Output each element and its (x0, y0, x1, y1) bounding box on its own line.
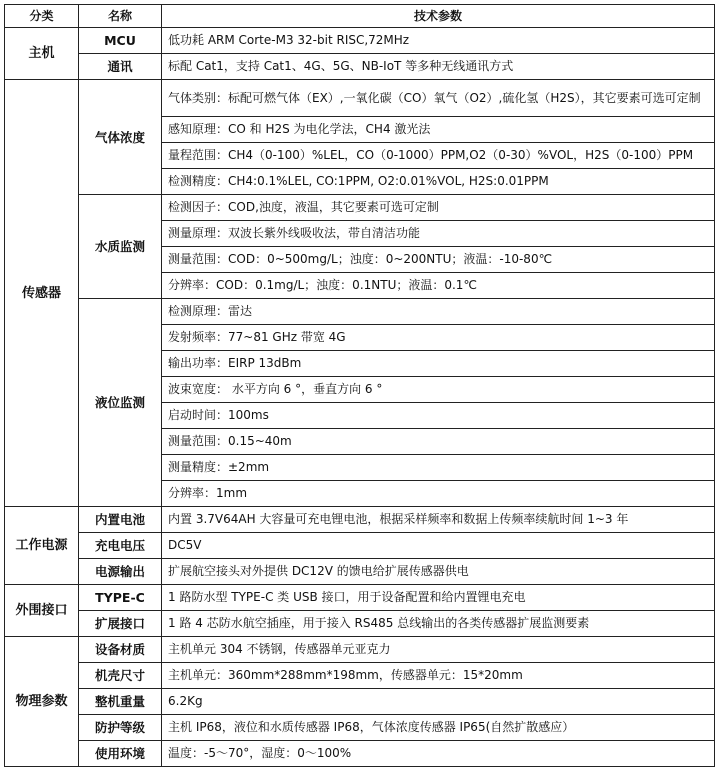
param-value-cell: 测量范围：0.15~40m (162, 429, 715, 455)
header-name: 名称 (79, 5, 162, 28)
category-cell: 传感器 (5, 80, 79, 507)
param-value-cell: 测量原理：双波长紫外线吸收法，带自清洁功能 (162, 221, 715, 247)
param-value-cell: 输出功率：EIRP 13dBm (162, 351, 715, 377)
table-row (5, 299, 715, 325)
table-row (5, 689, 715, 715)
param-value-cell: 1 路 4 芯防水航空插座，用于接入 RS485 总线输出的各类传感器扩展监测要素 (162, 611, 715, 637)
param-value-cell: 主机 IP68，液位和水质传感器 IP68，气体浓度传感器 IP65(自然扩散感应） (162, 715, 715, 741)
param-value-cell: 温度：-5～70°，湿度：0～100% (162, 741, 715, 767)
item-name-cell: 机壳尺寸 (79, 663, 162, 689)
item-name-cell: MCU (79, 28, 162, 54)
param-value-cell: 低功耗 ARM Corte-M3 32-bit RISC,72MHz (162, 28, 715, 54)
param-value-cell: 主机单元 304 不锈钢，传感器单元亚克力 (162, 637, 715, 663)
table-row (5, 611, 715, 637)
param-value-cell: 检测因子：COD,浊度，液温，其它要素可选可定制 (162, 195, 715, 221)
table-row (5, 54, 715, 80)
item-name-cell: 使用环境 (79, 741, 162, 767)
param-value-cell: 6.2Kg (162, 689, 715, 715)
table-row (5, 195, 715, 221)
spec-table (4, 4, 715, 767)
category-cell: 主机 (5, 28, 79, 80)
category-cell: 外围接口 (5, 585, 79, 637)
param-value-cell: 感知原理：CO 和 H2S 为电化学法，CH4 激光法 (162, 117, 715, 143)
param-value-cell: 1 路防水型 TYPE-C 类 USB 接口，用于设备配置和给内置锂电充电 (162, 585, 715, 611)
param-value-cell: 扩展航空接头对外提供 DC12V 的馈电给扩展传感器供电 (162, 559, 715, 585)
spec-sheet (4, 4, 715, 767)
table-row (5, 741, 715, 767)
param-value-cell: 检测精度：CH4:0.1%LEL, CO:1PPM, O2:0.01%VOL, H2S:0.01PPM (162, 169, 715, 195)
item-name-cell: 内置电池 (79, 507, 162, 533)
table-row (5, 637, 715, 663)
param-value-cell: 主机单元：360mm*288mm*198mm，传感器单元：15*20mm (162, 663, 715, 689)
spec-body (5, 28, 715, 767)
param-value-cell: 发射频率：77~81 GHz 带宽 4G (162, 325, 715, 351)
param-value-cell: 气体类别：标配可燃气体（EX）,一氧化碳（CO）氧气（O2）,硫化氢（H2S），其它要素可选可定制 (162, 80, 715, 117)
param-value-cell: 分辨率：1mm (162, 481, 715, 507)
item-name-cell: 防护等级 (79, 715, 162, 741)
header-params: 技术参数 (162, 5, 715, 28)
param-value-cell: 波束宽度： 水平方向 6 °，垂直方向 6 ° (162, 377, 715, 403)
table-row (5, 28, 715, 54)
param-value-cell: 标配 Cat1，支持 Cat1、4G、5G、NB-IoT 等多种无线通讯方式 (162, 54, 715, 80)
param-value-cell: 检测原理：雷达 (162, 299, 715, 325)
param-value-cell: 分辨率：COD：0.1mg/L；浊度：0.1NTU；液温：0.1℃ (162, 273, 715, 299)
table-row (5, 559, 715, 585)
item-name-cell: TYPE-C (79, 585, 162, 611)
param-value-cell: 内置 3.7V64AH 大容量可充电锂电池，根据采样频率和数据上传频率续航时间 1~3 年 (162, 507, 715, 533)
item-name-cell: 整机重量 (79, 689, 162, 715)
param-value-cell: 测量范围：COD：0~500mg/L；浊度：0~200NTU；液温：-10-80℃ (162, 247, 715, 273)
param-value-cell: 启动时间：100ms (162, 403, 715, 429)
item-name-cell: 气体浓度 (79, 80, 162, 195)
table-row (5, 663, 715, 689)
item-name-cell: 水质监测 (79, 195, 162, 299)
param-value-cell: 测量精度：±2mm (162, 455, 715, 481)
header-category: 分类 (5, 5, 79, 28)
item-name-cell: 扩展接口 (79, 611, 162, 637)
category-cell: 物理参数 (5, 637, 79, 767)
header-row (5, 5, 715, 28)
table-row (5, 533, 715, 559)
param-value-cell: 量程范围：CH4（0-100）%LEL，CO（0-1000）PPM,O2（0-30）%VOL，H2S（0-100）PPM (162, 143, 715, 169)
item-name-cell: 电源输出 (79, 559, 162, 585)
table-row (5, 585, 715, 611)
item-name-cell: 液位监测 (79, 299, 162, 507)
category-cell: 工作电源 (5, 507, 79, 585)
item-name-cell: 充电电压 (79, 533, 162, 559)
item-name-cell: 通讯 (79, 54, 162, 80)
item-name-cell: 设备材质 (79, 637, 162, 663)
table-row (5, 507, 715, 533)
table-row (5, 715, 715, 741)
table-row (5, 80, 715, 117)
param-value-cell: DC5V (162, 533, 715, 559)
